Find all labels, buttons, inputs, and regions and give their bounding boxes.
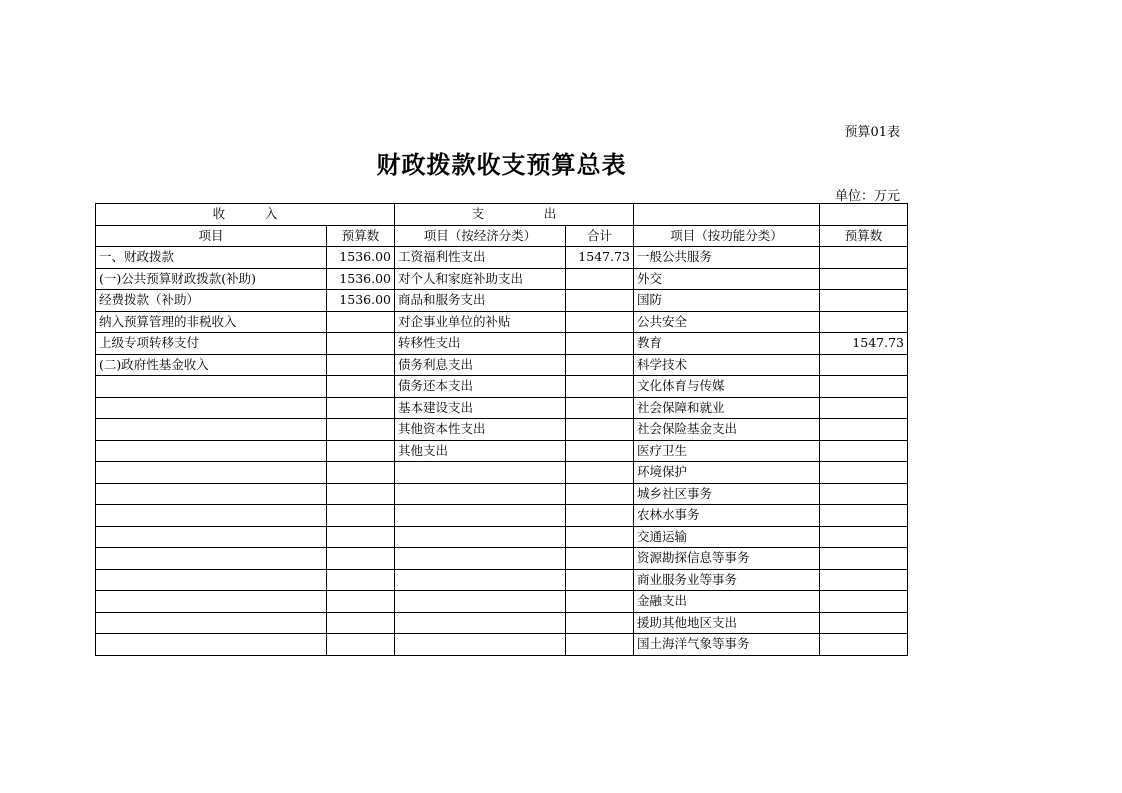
func-amount-cell: [820, 290, 908, 312]
income-amount-cell: [327, 354, 395, 376]
page-title: 财政拨款收支预算总表: [376, 150, 627, 179]
income-amount-cell: [327, 376, 395, 398]
econ-total-cell: [566, 462, 634, 484]
econ-total-cell: [566, 440, 634, 462]
econ-item-cell: 商品和服务支出: [395, 290, 566, 312]
func-item-cell: 环境保护: [634, 462, 820, 484]
func-item-cell: 公共安全: [634, 311, 820, 333]
col-header-econ-item: 项目（按经济分类）: [395, 225, 566, 247]
func-item-cell: 交通运输: [634, 526, 820, 548]
table-row: [96, 247, 908, 269]
func-item-cell: 国土海洋气象等事务: [634, 634, 820, 656]
income-amount-cell: [327, 397, 395, 419]
econ-item-cell: [395, 526, 566, 548]
func-item-cell: 一般公共服务: [634, 247, 820, 269]
col-header-func-amount: 预算数: [820, 225, 908, 247]
income-amount-cell: [327, 591, 395, 613]
income-item-cell: [96, 569, 327, 591]
econ-item-cell: [395, 483, 566, 505]
econ-item-cell: [395, 612, 566, 634]
table-row: [96, 311, 908, 333]
econ-total-cell: [566, 591, 634, 613]
econ-item-cell: [395, 591, 566, 613]
column-header-row: [96, 225, 908, 247]
income-item-cell: [96, 634, 327, 656]
income-group-header: 收 入: [96, 204, 395, 226]
table-row: [96, 333, 908, 355]
econ-item-cell: 其他资本性支出: [395, 419, 566, 441]
econ-item-cell: 基本建设支出: [395, 397, 566, 419]
func-item-cell: 国防: [634, 290, 820, 312]
col-header-income-item: 项目: [96, 225, 327, 247]
table-row: [96, 462, 908, 484]
econ-total-cell: [566, 569, 634, 591]
col-header-econ-total: 合计: [566, 225, 634, 247]
form-code: 预算01表: [844, 125, 900, 140]
income-item-cell: [96, 526, 327, 548]
econ-item-cell: [395, 505, 566, 527]
func-amount-cell: 1547.73: [820, 333, 908, 355]
table-row: [96, 419, 908, 441]
econ-item-cell: 转移性支出: [395, 333, 566, 355]
func-amount-cell: [820, 440, 908, 462]
table-row: [96, 526, 908, 548]
func-amount-cell: [820, 634, 908, 656]
func-item-cell: 商业服务业等事务: [634, 569, 820, 591]
income-item-cell: (二)政府性基金收入: [96, 354, 327, 376]
table-row: [96, 569, 908, 591]
econ-item-cell: 债务还本支出: [395, 376, 566, 398]
income-amount-cell: [327, 440, 395, 462]
table-row: [96, 354, 908, 376]
col-header-func-item: 项目（按功能分类）: [634, 225, 820, 247]
income-item-cell: [96, 462, 327, 484]
econ-item-cell: 对个人和家庭补助支出: [395, 268, 566, 290]
table-row: [96, 268, 908, 290]
econ-item-cell: [395, 462, 566, 484]
table-row: [96, 397, 908, 419]
func-amount-cell: [820, 591, 908, 613]
func-item-cell: 教育: [634, 333, 820, 355]
income-item-cell: 上级专项转移支付: [96, 333, 327, 355]
func-item-cell: 科学技术: [634, 354, 820, 376]
income-item-cell: (一)公共预算财政拨款(补助): [96, 268, 327, 290]
func-amount-cell: [820, 505, 908, 527]
econ-item-cell: 债务利息支出: [395, 354, 566, 376]
econ-total-cell: [566, 376, 634, 398]
func-amount-cell: [820, 569, 908, 591]
func-amount-cell: [820, 612, 908, 634]
table-row: [96, 290, 908, 312]
econ-item-cell: [395, 634, 566, 656]
econ-total-cell: [566, 612, 634, 634]
econ-total-cell: [566, 333, 634, 355]
econ-item-cell: [395, 569, 566, 591]
income-amount-cell: [327, 526, 395, 548]
income-amount-cell: [327, 311, 395, 333]
income-amount-cell: [327, 548, 395, 570]
func-amount-cell: [820, 397, 908, 419]
func-item-cell: 城乡社区事务: [634, 483, 820, 505]
func-amount-cell: [820, 268, 908, 290]
func-amount-cell: [820, 419, 908, 441]
income-amount-cell: 1536.00: [327, 268, 395, 290]
income-item-cell: [96, 505, 327, 527]
blank-group-header-2: [820, 204, 908, 226]
expense-group-header: 支 出: [395, 204, 634, 226]
income-item-cell: [96, 440, 327, 462]
func-item-cell: 外交: [634, 268, 820, 290]
income-amount-cell: 1536.00: [327, 290, 395, 312]
func-amount-cell: [820, 376, 908, 398]
func-amount-cell: [820, 247, 908, 269]
func-item-cell: 医疗卫生: [634, 440, 820, 462]
func-item-cell: 金融支出: [634, 591, 820, 613]
income-amount-cell: [327, 612, 395, 634]
budget-table: [95, 203, 908, 656]
income-amount-cell: 1536.00: [327, 247, 395, 269]
unit-label: 单位：万元: [834, 189, 900, 204]
income-item-cell: [96, 548, 327, 570]
blank-group-header: [634, 204, 820, 226]
income-item-cell: 纳入预算管理的非税收入: [96, 311, 327, 333]
func-amount-cell: [820, 483, 908, 505]
income-amount-cell: [327, 634, 395, 656]
econ-total-cell: [566, 634, 634, 656]
func-item-cell: 文化体育与传媒: [634, 376, 820, 398]
table-row: [96, 548, 908, 570]
table-row: [96, 612, 908, 634]
econ-total-cell: [566, 311, 634, 333]
table-row: [96, 483, 908, 505]
income-item-cell: 经费拨款（补助）: [96, 290, 327, 312]
group-header-row: [96, 204, 908, 226]
func-amount-cell: [820, 354, 908, 376]
income-amount-cell: [327, 505, 395, 527]
econ-total-cell: [566, 548, 634, 570]
income-amount-cell: [327, 419, 395, 441]
income-item-cell: 一、财政拨款: [96, 247, 327, 269]
table-row: [96, 505, 908, 527]
econ-total-cell: [566, 268, 634, 290]
func-item-cell: 援助其他地区支出: [634, 612, 820, 634]
income-item-cell: [96, 591, 327, 613]
table-row: [96, 376, 908, 398]
econ-total-cell: [566, 483, 634, 505]
income-item-cell: [96, 483, 327, 505]
econ-item-cell: 对企事业单位的补贴: [395, 311, 566, 333]
income-item-cell: [96, 419, 327, 441]
econ-total-cell: [566, 526, 634, 548]
econ-item-cell: 其他支出: [395, 440, 566, 462]
econ-item-cell: [395, 548, 566, 570]
income-item-cell: [96, 376, 327, 398]
income-amount-cell: [327, 462, 395, 484]
income-item-cell: [96, 397, 327, 419]
econ-total-cell: [566, 354, 634, 376]
income-item-cell: [96, 612, 327, 634]
func-item-cell: 社会保险基金支出: [634, 419, 820, 441]
func-item-cell: 资源勘探信息等事务: [634, 548, 820, 570]
col-header-income-amount: 预算数: [327, 225, 395, 247]
income-amount-cell: [327, 333, 395, 355]
table-row: [96, 591, 908, 613]
table-row: [96, 440, 908, 462]
econ-total-cell: [566, 290, 634, 312]
income-amount-cell: [327, 569, 395, 591]
econ-total-cell: [566, 397, 634, 419]
func-item-cell: 社会保障和就业: [634, 397, 820, 419]
func-amount-cell: [820, 526, 908, 548]
econ-item-cell: 工资福利性支出: [395, 247, 566, 269]
econ-total-cell: 1547.73: [566, 247, 634, 269]
econ-total-cell: [566, 419, 634, 441]
table-row: [96, 634, 908, 656]
econ-total-cell: [566, 505, 634, 527]
func-amount-cell: [820, 311, 908, 333]
func-amount-cell: [820, 462, 908, 484]
income-amount-cell: [327, 483, 395, 505]
func-item-cell: 农林水事务: [634, 505, 820, 527]
func-amount-cell: [820, 548, 908, 570]
